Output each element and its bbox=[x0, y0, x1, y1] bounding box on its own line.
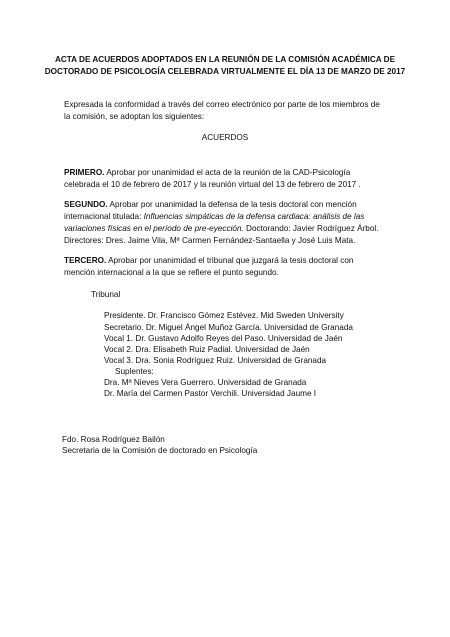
suplente-member: Dra. Mª Nieves Vera Guerrero. Universidad de Granada bbox=[104, 378, 307, 387]
tribunal-member: Presidente. Dr. Francisco Gómez Estévez. Mid Sweden University bbox=[104, 311, 344, 320]
primero-text-1: Aprobar por unanimidad el acta de la reunión de la CAD-Psicología bbox=[104, 168, 351, 177]
intro-line-1: Expresada la conformidad a través del correo electrónico por parte de los miembros de bbox=[64, 100, 380, 109]
signature-role: Secretaria de la Comisión de doctorado en Psicología bbox=[62, 446, 258, 455]
tercero-lead: TERCERO. bbox=[64, 256, 107, 265]
signature-name: Fdo. Rosa Rodríguez Bailón bbox=[62, 435, 165, 444]
primero-line-2: celebrada el 10 de febrero de 2017 y la reunión virtual del 13 de febrero de 2017 . bbox=[64, 180, 361, 189]
primero-line-1 bbox=[64, 169, 350, 177]
suplente-member: Dr. María del Carmen Pastor Verchili. Universidad Jaume I bbox=[104, 389, 317, 398]
tribunal-member: Vocal 2. Dra. Elisabeth Ruiz Padial. Universidad de Jaén bbox=[104, 345, 310, 354]
segundo-text-3b: Doctorando: Javier Rodríguez Árbol. bbox=[243, 224, 379, 233]
primero-lead: PRIMERO. bbox=[64, 168, 105, 177]
segundo-line-2 bbox=[64, 213, 364, 221]
segundo-thesis-title-1: Influencias simpáticas de la defensa cardiaca: análisis de las bbox=[143, 212, 365, 221]
suplentes-label: Suplentes: bbox=[115, 367, 154, 376]
segundo-line-3 bbox=[64, 225, 379, 233]
tribunal-member: Secretario. Dr. Miguel Ángel Muñoz García. Universidad de Granada bbox=[104, 323, 353, 332]
tercero-text-1: Aprobar por unanimidad el tribunal que juzgará la tesis doctoral con bbox=[106, 256, 354, 265]
segundo-thesis-title-2: variaciones físicas en el período de pre-eyección. bbox=[64, 224, 244, 233]
segundo-text-2a: internacional titulada: bbox=[64, 212, 144, 221]
segundo-line-1 bbox=[64, 201, 357, 209]
tribunal-member: Vocal 1. Dr. Gustavo Adolfo Reyes del Paso. Universidad de Jaén bbox=[104, 334, 343, 343]
segundo-text-1: Aprobar por unanimidad la defensa de la tesis doctoral con mención bbox=[107, 200, 357, 209]
acuerdos-heading: ACUERDOS bbox=[201, 133, 249, 142]
segundo-lead: SEGUNDO. bbox=[64, 200, 108, 209]
intro-line-2: la comisión, se adoptan los siguientes: bbox=[64, 112, 205, 121]
tribunal-heading: Tribunal bbox=[91, 290, 121, 299]
document-title: ACTA DE ACUERDOS ADOPTADOS EN LA REUNIÓN DE LA COMISIÓN ACADÉMICA DE DOCTORADO DE PSICOLOGÍA CELEBRADA VIRTUALMENTE EL DÍA 13 DE MARZO DE 2017 bbox=[44, 55, 406, 76]
tercero-line-2: mención internacional a la que se refiere el punto segundo. bbox=[64, 268, 279, 277]
segundo-line-4: Directores: Dres. Jaime Vila, Mª Carmen Fernández-Santaella y José Luis Mata. bbox=[64, 236, 356, 245]
tribunal-member: Vocal 3. Dra. Sonia Rodríguez Ruiz. Universidad de Granada bbox=[104, 356, 327, 365]
tercero-line-1 bbox=[64, 257, 353, 265]
